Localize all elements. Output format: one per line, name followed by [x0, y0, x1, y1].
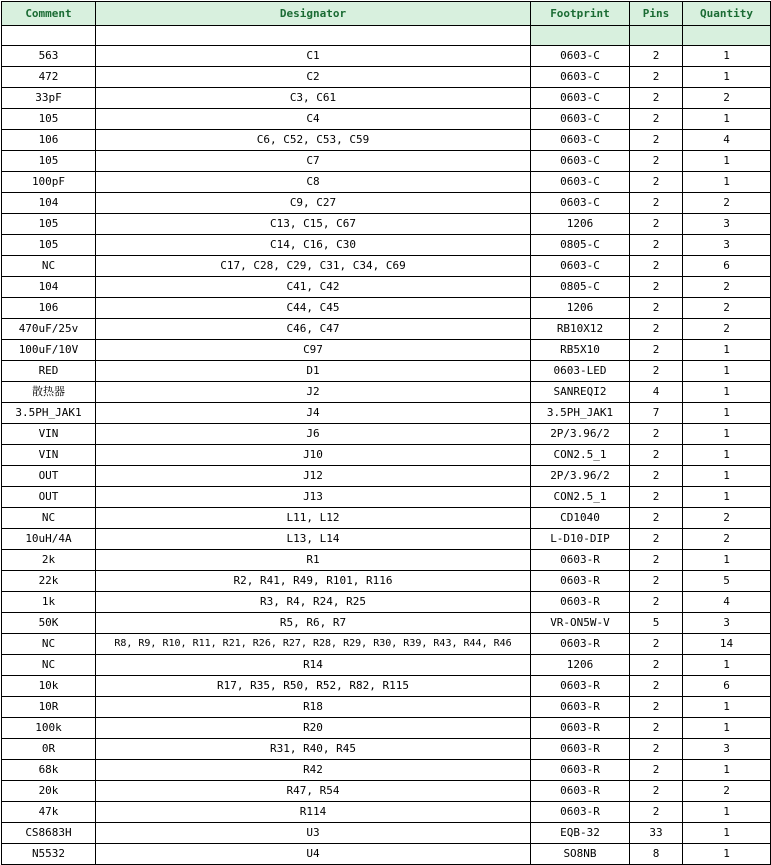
- cell-quantity: 1: [683, 718, 771, 739]
- cell-designator: C9, C27: [96, 193, 531, 214]
- table-row[interactable]: [2, 361, 771, 382]
- cell-pins: 2: [630, 760, 683, 781]
- cell-pins: 2: [630, 319, 683, 340]
- cell-pins: 2: [630, 109, 683, 130]
- cell-quantity: 2: [683, 277, 771, 298]
- cell-pins: 2: [630, 781, 683, 802]
- cell-pins: 2: [630, 697, 683, 718]
- cell-designator: C97: [96, 340, 531, 361]
- cell-quantity: 2: [683, 529, 771, 550]
- cell-comment: NC: [2, 508, 96, 529]
- cell-quantity: 1: [683, 550, 771, 571]
- table-row[interactable]: [2, 151, 771, 172]
- cell-footprint: VR-ON5W-V: [531, 613, 630, 634]
- cell-quantity: 1: [683, 361, 771, 382]
- cell-designator: C2: [96, 67, 531, 88]
- cell-quantity: 3: [683, 235, 771, 256]
- cell-comment: NC: [2, 634, 96, 655]
- cell-comment: 105: [2, 151, 96, 172]
- cell-footprint: 0603-R: [531, 697, 630, 718]
- spacer-cell-comment: [2, 26, 96, 46]
- cell-quantity: 1: [683, 403, 771, 424]
- cell-comment: 105: [2, 214, 96, 235]
- cell-designator: C4: [96, 109, 531, 130]
- cell-pins: 2: [630, 67, 683, 88]
- cell-designator: C3, C61: [96, 88, 531, 109]
- cell-quantity: 1: [683, 655, 771, 676]
- cell-designator: U3: [96, 823, 531, 844]
- cell-footprint: SANREQI2: [531, 382, 630, 403]
- cell-pins: 2: [630, 592, 683, 613]
- cell-designator: R17, R35, R50, R52, R82, R115: [96, 676, 531, 697]
- cell-footprint: EQB-32: [531, 823, 630, 844]
- cell-footprint: 0603-R: [531, 592, 630, 613]
- cell-designator: R42: [96, 760, 531, 781]
- table-row[interactable]: [2, 235, 771, 256]
- bom-table: [1, 1, 771, 865]
- cell-footprint: 0603-R: [531, 676, 630, 697]
- cell-footprint: 0603-R: [531, 781, 630, 802]
- cell-designator: R47, R54: [96, 781, 531, 802]
- cell-designator: R5, R6, R7: [96, 613, 531, 634]
- cell-pins: 7: [630, 403, 683, 424]
- cell-footprint: 0603-R: [531, 550, 630, 571]
- table-row[interactable]: [2, 67, 771, 88]
- cell-designator: R8, R9, R10, R11, R21, R26, R27, R28, R29, R30, R39, R43, R44, R46: [96, 634, 531, 655]
- table-row[interactable]: [2, 823, 771, 844]
- table-row[interactable]: [2, 109, 771, 130]
- cell-pins: 2: [630, 571, 683, 592]
- cell-pins: 33: [630, 823, 683, 844]
- spacer-row: [2, 26, 771, 46]
- cell-comment: RED: [2, 361, 96, 382]
- cell-quantity: 1: [683, 466, 771, 487]
- cell-pins: 2: [630, 214, 683, 235]
- cell-quantity: 1: [683, 424, 771, 445]
- cell-designator: R2, R41, R49, R101, R116: [96, 571, 531, 592]
- cell-comment: 105: [2, 109, 96, 130]
- cell-comment: NC: [2, 256, 96, 277]
- table-row[interactable]: [2, 277, 771, 298]
- cell-designator: J13: [96, 487, 531, 508]
- cell-designator: R20: [96, 718, 531, 739]
- cell-quantity: 1: [683, 802, 771, 823]
- cell-designator: J6: [96, 424, 531, 445]
- column-header-footprint[interactable]: Footprint: [531, 2, 630, 26]
- column-header-pins[interactable]: Pins: [630, 2, 683, 26]
- cell-footprint: 0603-C: [531, 151, 630, 172]
- table-row[interactable]: [2, 466, 771, 487]
- cell-comment: 472: [2, 67, 96, 88]
- table-row[interactable]: [2, 634, 771, 655]
- cell-pins: 2: [630, 151, 683, 172]
- cell-designator: C44, C45: [96, 298, 531, 319]
- cell-quantity: 6: [683, 676, 771, 697]
- cell-pins: 2: [630, 130, 683, 151]
- cell-quantity: 1: [683, 823, 771, 844]
- cell-comment: 105: [2, 235, 96, 256]
- cell-quantity: 4: [683, 592, 771, 613]
- table-row[interactable]: [2, 193, 771, 214]
- cell-comment: 3.5PH_JAK1: [2, 403, 96, 424]
- spacer-cell-quantity: [683, 26, 771, 46]
- cell-footprint: L-D10-DIP: [531, 529, 630, 550]
- cell-quantity: 1: [683, 340, 771, 361]
- cell-designator: C8: [96, 172, 531, 193]
- cell-quantity: 4: [683, 130, 771, 151]
- cell-pins: 4: [630, 382, 683, 403]
- cell-designator: C46, C47: [96, 319, 531, 340]
- cell-footprint: 0805-C: [531, 277, 630, 298]
- cell-footprint: 0603-C: [531, 193, 630, 214]
- cell-designator: R1: [96, 550, 531, 571]
- cell-quantity: 1: [683, 172, 771, 193]
- cell-quantity: 1: [683, 67, 771, 88]
- cell-designator: C7: [96, 151, 531, 172]
- cell-comment: 10uH/4A: [2, 529, 96, 550]
- cell-footprint: RB5X10: [531, 340, 630, 361]
- cell-footprint: RB10X12: [531, 319, 630, 340]
- cell-footprint: 0603-C: [531, 88, 630, 109]
- cell-footprint: CD1040: [531, 508, 630, 529]
- cell-pins: 2: [630, 676, 683, 697]
- cell-quantity: 2: [683, 319, 771, 340]
- cell-comment: VIN: [2, 424, 96, 445]
- cell-pins: 2: [630, 235, 683, 256]
- cell-pins: 8: [630, 844, 683, 865]
- cell-designator: C13, C15, C67: [96, 214, 531, 235]
- cell-comment: 2k: [2, 550, 96, 571]
- cell-comment: 104: [2, 193, 96, 214]
- cell-footprint: 0603-C: [531, 46, 630, 67]
- cell-quantity: 6: [683, 256, 771, 277]
- cell-quantity: 2: [683, 193, 771, 214]
- cell-comment: 104: [2, 277, 96, 298]
- cell-designator: C14, C16, C30: [96, 235, 531, 256]
- table-row[interactable]: [2, 676, 771, 697]
- table-row[interactable]: [2, 487, 771, 508]
- cell-comment: N5532: [2, 844, 96, 865]
- cell-pins: 2: [630, 802, 683, 823]
- cell-comment: 100k: [2, 718, 96, 739]
- cell-footprint: 0603-R: [531, 634, 630, 655]
- cell-footprint: 0603-C: [531, 109, 630, 130]
- cell-designator: C1: [96, 46, 531, 67]
- cell-quantity: 2: [683, 298, 771, 319]
- cell-comment: 33pF: [2, 88, 96, 109]
- cell-designator: J4: [96, 403, 531, 424]
- table-row[interactable]: [2, 508, 771, 529]
- cell-designator: C41, C42: [96, 277, 531, 298]
- cell-comment: 47k: [2, 802, 96, 823]
- table-row[interactable]: [2, 844, 771, 865]
- cell-footprint: 1206: [531, 214, 630, 235]
- table-row[interactable]: [2, 802, 771, 823]
- table-row[interactable]: [2, 592, 771, 613]
- cell-comment: 10R: [2, 697, 96, 718]
- cell-pins: 2: [630, 718, 683, 739]
- cell-footprint: 0603-R: [531, 739, 630, 760]
- cell-comment: 0R: [2, 739, 96, 760]
- cell-quantity: 2: [683, 508, 771, 529]
- cell-footprint: SO8NB: [531, 844, 630, 865]
- cell-comment: 100pF: [2, 172, 96, 193]
- cell-comment: 1k: [2, 592, 96, 613]
- cell-comment: CS8683H: [2, 823, 96, 844]
- cell-comment: 106: [2, 298, 96, 319]
- cell-designator: L13, L14: [96, 529, 531, 550]
- cell-designator: R14: [96, 655, 531, 676]
- table-row[interactable]: [2, 256, 771, 277]
- cell-quantity: 1: [683, 487, 771, 508]
- spacer-cell-footprint: [531, 26, 630, 46]
- cell-footprint: 0603-R: [531, 718, 630, 739]
- cell-designator: J10: [96, 445, 531, 466]
- cell-footprint: 0603-R: [531, 802, 630, 823]
- cell-comment: 散热器: [2, 382, 96, 403]
- cell-pins: 2: [630, 445, 683, 466]
- table-row[interactable]: [2, 445, 771, 466]
- cell-footprint: 1206: [531, 655, 630, 676]
- cell-quantity: 3: [683, 739, 771, 760]
- cell-comment: 22k: [2, 571, 96, 592]
- cell-footprint: 0603-C: [531, 172, 630, 193]
- cell-pins: 2: [630, 361, 683, 382]
- cell-comment: 68k: [2, 760, 96, 781]
- cell-quantity: 3: [683, 214, 771, 235]
- cell-pins: 2: [630, 193, 683, 214]
- cell-pins: 2: [630, 424, 683, 445]
- cell-footprint: CON2.5_1: [531, 445, 630, 466]
- cell-footprint: 0603-C: [531, 256, 630, 277]
- cell-comment: VIN: [2, 445, 96, 466]
- cell-pins: 2: [630, 172, 683, 193]
- table-row[interactable]: [2, 46, 771, 67]
- cell-quantity: 1: [683, 445, 771, 466]
- table-row[interactable]: [2, 550, 771, 571]
- cell-pins: 5: [630, 613, 683, 634]
- cell-comment: 50K: [2, 613, 96, 634]
- cell-designator: R18: [96, 697, 531, 718]
- cell-designator: J2: [96, 382, 531, 403]
- table-row[interactable]: [2, 130, 771, 151]
- column-header-quantity[interactable]: Quantity: [683, 2, 771, 26]
- header-row: [2, 2, 771, 26]
- table-row[interactable]: [2, 214, 771, 235]
- cell-pins: 2: [630, 487, 683, 508]
- cell-comment: NC: [2, 655, 96, 676]
- cell-footprint: 3.5PH_JAK1: [531, 403, 630, 424]
- cell-pins: 2: [630, 655, 683, 676]
- table-row[interactable]: [2, 319, 771, 340]
- cell-comment: 106: [2, 130, 96, 151]
- cell-pins: 2: [630, 88, 683, 109]
- cell-pins: 2: [630, 277, 683, 298]
- cell-pins: 2: [630, 466, 683, 487]
- cell-designator: J12: [96, 466, 531, 487]
- column-header-designator[interactable]: Designator: [96, 2, 531, 26]
- table-row[interactable]: [2, 88, 771, 109]
- cell-pins: 2: [630, 529, 683, 550]
- cell-designator: R31, R40, R45: [96, 739, 531, 760]
- table-row[interactable]: [2, 340, 771, 361]
- column-header-comment[interactable]: Comment: [2, 2, 96, 26]
- cell-comment: 20k: [2, 781, 96, 802]
- cell-quantity: 1: [683, 697, 771, 718]
- cell-footprint: 1206: [531, 298, 630, 319]
- cell-quantity: 1: [683, 844, 771, 865]
- cell-pins: 2: [630, 256, 683, 277]
- cell-quantity: 3: [683, 613, 771, 634]
- cell-comment: 100uF/10V: [2, 340, 96, 361]
- table-row[interactable]: [2, 172, 771, 193]
- cell-footprint: 2P/3.96/2: [531, 466, 630, 487]
- cell-pins: 2: [630, 634, 683, 655]
- cell-footprint: 0603-C: [531, 67, 630, 88]
- cell-pins: 2: [630, 298, 683, 319]
- cell-footprint: 0805-C: [531, 235, 630, 256]
- cell-quantity: 5: [683, 571, 771, 592]
- table-row[interactable]: [2, 718, 771, 739]
- table-row[interactable]: [2, 298, 771, 319]
- cell-comment: OUT: [2, 487, 96, 508]
- cell-comment: 563: [2, 46, 96, 67]
- table-row[interactable]: [2, 697, 771, 718]
- table-row[interactable]: [2, 529, 771, 550]
- cell-pins: 2: [630, 550, 683, 571]
- cell-designator: U4: [96, 844, 531, 865]
- cell-quantity: 1: [683, 382, 771, 403]
- cell-footprint: 0603-R: [531, 760, 630, 781]
- spacer-cell-designator: [96, 26, 531, 46]
- cell-designator: D1: [96, 361, 531, 382]
- table-row[interactable]: [2, 760, 771, 781]
- cell-quantity: 1: [683, 151, 771, 172]
- cell-footprint: 0603-LED: [531, 361, 630, 382]
- table-row[interactable]: [2, 613, 771, 634]
- cell-quantity: 2: [683, 781, 771, 802]
- cell-designator: L11, L12: [96, 508, 531, 529]
- cell-pins: 2: [630, 340, 683, 361]
- table-header: [2, 2, 771, 26]
- table-row[interactable]: [2, 424, 771, 445]
- table-row[interactable]: [2, 382, 771, 403]
- cell-pins: 2: [630, 508, 683, 529]
- table-row[interactable]: [2, 571, 771, 592]
- cell-quantity: 1: [683, 46, 771, 67]
- cell-designator: R114: [96, 802, 531, 823]
- table-row[interactable]: [2, 739, 771, 760]
- cell-footprint: 0603-R: [531, 571, 630, 592]
- cell-designator: R3, R4, R24, R25: [96, 592, 531, 613]
- table-row[interactable]: [2, 655, 771, 676]
- spacer-cell-pins: [630, 26, 683, 46]
- cell-comment: 10k: [2, 676, 96, 697]
- cell-quantity: 1: [683, 109, 771, 130]
- cell-designator: C6, C52, C53, C59: [96, 130, 531, 151]
- cell-pins: 2: [630, 739, 683, 760]
- cell-quantity: 14: [683, 634, 771, 655]
- cell-quantity: 2: [683, 88, 771, 109]
- cell-footprint: CON2.5_1: [531, 487, 630, 508]
- cell-comment: OUT: [2, 466, 96, 487]
- table-body: [2, 26, 771, 865]
- cell-pins: 2: [630, 46, 683, 67]
- cell-quantity: 1: [683, 760, 771, 781]
- cell-footprint: 2P/3.96/2: [531, 424, 630, 445]
- table-row[interactable]: [2, 781, 771, 802]
- cell-designator: C17, C28, C29, C31, C34, C69: [96, 256, 531, 277]
- cell-comment: 470uF/25v: [2, 319, 96, 340]
- cell-footprint: 0603-C: [531, 130, 630, 151]
- table-row[interactable]: [2, 403, 771, 424]
